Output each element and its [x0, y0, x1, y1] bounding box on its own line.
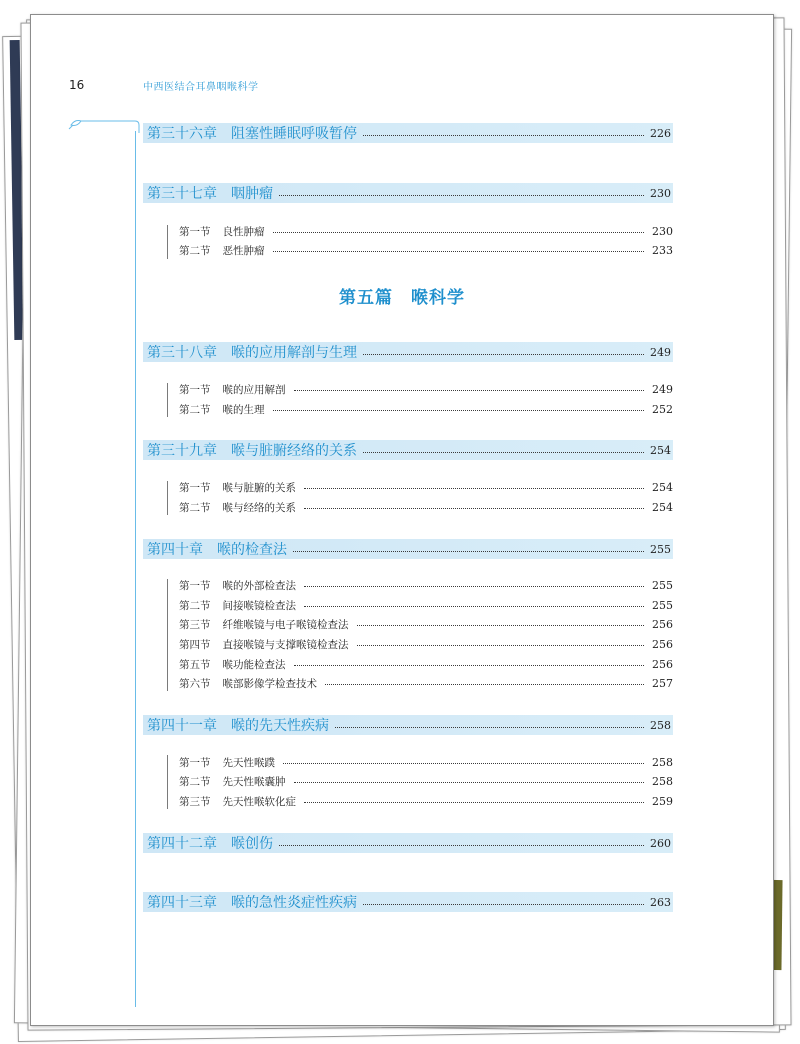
- chapter-title: 喉的检查法: [217, 542, 287, 558]
- toc-page: [30, 14, 774, 1026]
- leader-dots: [273, 251, 645, 252]
- leader-dots: [363, 135, 644, 136]
- leader-dots: [304, 802, 644, 803]
- section-title: 喉与经络的关系: [222, 501, 296, 514]
- section-title: 良性肿瘤: [222, 225, 265, 238]
- toc-section[interactable]: [179, 479, 673, 495]
- chapter-number: 第四十二章: [147, 836, 217, 852]
- toc-section[interactable]: [179, 242, 673, 258]
- chapter-title: 喉的急性炎症性疾病: [231, 895, 357, 911]
- chapter-number: 第三十九章: [147, 443, 217, 459]
- section-number: 第四节: [179, 638, 211, 651]
- section-bracket: [167, 755, 168, 809]
- section-page: 230: [652, 224, 673, 238]
- toc-chapter[interactable]: [143, 715, 673, 735]
- toc-section[interactable]: [179, 675, 673, 691]
- toc-chapter[interactable]: [143, 539, 673, 559]
- toc-chapter[interactable]: [143, 833, 673, 853]
- chapter-page: 226: [650, 126, 671, 140]
- toc-section[interactable]: [179, 577, 673, 593]
- section-page: 257: [652, 676, 673, 690]
- chapter-title: 咽肿瘤: [231, 186, 273, 202]
- toc-section[interactable]: [179, 656, 673, 672]
- chapter-page: 255: [650, 542, 671, 556]
- section-title: 喉部影像学检查技术: [222, 677, 317, 690]
- section-number: 第二节: [179, 599, 211, 612]
- margin-rule: [135, 131, 136, 1007]
- chapter-number: 第四十章: [147, 542, 203, 558]
- chapter-title: 喉创伤: [231, 836, 273, 852]
- section-page: 254: [652, 500, 673, 514]
- section-page: 249: [652, 382, 673, 396]
- page-number: 16: [69, 78, 85, 92]
- leader-dots: [294, 782, 645, 783]
- leader-dots: [273, 410, 645, 411]
- section-bracket: [167, 579, 168, 691]
- section-title: 直接喉镜与支撑喉镜检查法: [222, 638, 349, 651]
- section-page: 258: [652, 755, 673, 769]
- chapter-number: 第三十六章: [147, 126, 217, 142]
- section-title: 先天性喉蹼: [222, 756, 275, 769]
- section-title: 恶性肿瘤: [222, 244, 265, 257]
- chapter-page: 263: [650, 895, 671, 909]
- section-title: 喉的外部检查法: [222, 579, 296, 592]
- leader-dots: [293, 551, 644, 552]
- section-page: 256: [652, 637, 673, 651]
- section-page: 255: [652, 578, 673, 592]
- toc-section[interactable]: [179, 636, 673, 652]
- running-header-title: 中西医结合耳鼻咽喉科学: [143, 82, 259, 93]
- section-title: 先天性喉囊肿: [222, 775, 286, 788]
- leader-dots: [294, 665, 645, 666]
- section-title: 喉的应用解剖: [222, 383, 286, 396]
- leader-dots: [283, 763, 644, 764]
- section-title: 纤维喉镜与电子喉镜检查法: [222, 618, 349, 631]
- chapter-number: 第三十七章: [147, 186, 217, 202]
- leader-dots: [335, 727, 644, 728]
- leader-dots: [363, 452, 644, 453]
- section-number: 第二节: [179, 244, 211, 257]
- part-heading: 第五篇 喉科学: [339, 288, 465, 308]
- section-page: 258: [652, 774, 673, 788]
- chapter-title: 喉与脏腑经络的关系: [231, 443, 357, 459]
- toc-section[interactable]: [179, 499, 673, 515]
- chapter-page: 260: [650, 836, 671, 850]
- section-page: 252: [652, 402, 673, 416]
- section-number: 第五节: [179, 658, 211, 671]
- section-number: 第一节: [179, 383, 211, 396]
- leader-dots: [304, 606, 644, 607]
- chapter-page: 258: [650, 718, 671, 732]
- toc-chapter[interactable]: [143, 892, 673, 912]
- section-title: 喉与脏腑的关系: [222, 481, 296, 494]
- section-page: 256: [652, 657, 673, 671]
- toc-chapter[interactable]: [143, 342, 673, 362]
- leader-dots: [273, 232, 645, 233]
- section-number: 第一节: [179, 756, 211, 769]
- leader-dots: [304, 488, 644, 489]
- section-page: 255: [652, 598, 673, 612]
- toc-section[interactable]: [179, 223, 673, 239]
- section-page: 233: [652, 243, 673, 257]
- leader-dots: [294, 390, 645, 391]
- chapter-number: 第四十一章: [147, 718, 217, 734]
- leader-dots: [279, 195, 644, 196]
- toc-chapter[interactable]: [143, 440, 673, 460]
- toc-section[interactable]: [179, 793, 673, 809]
- chapter-number: 第四十三章: [147, 895, 217, 911]
- section-number: 第一节: [179, 225, 211, 238]
- toc-section[interactable]: [179, 773, 673, 789]
- chapter-page: 249: [650, 345, 671, 359]
- leader-dots: [357, 625, 645, 626]
- section-number: 第二节: [179, 775, 211, 788]
- leader-dots: [304, 586, 644, 587]
- chapter-number: 第三十八章: [147, 345, 217, 361]
- section-number: 第一节: [179, 579, 211, 592]
- section-title: 先天性喉软化症: [222, 795, 296, 808]
- leader-dots: [325, 684, 644, 685]
- toc-section[interactable]: [179, 401, 673, 417]
- chapter-page: 254: [650, 443, 671, 457]
- chapter-title: 阻塞性睡眠呼吸暂停: [231, 126, 357, 142]
- section-title: 喉功能检查法: [222, 658, 286, 671]
- section-number: 第六节: [179, 677, 211, 690]
- leader-dots: [304, 508, 644, 509]
- section-bracket: [167, 225, 168, 259]
- section-number: 第二节: [179, 501, 211, 514]
- section-page: 254: [652, 480, 673, 494]
- toc-section[interactable]: [179, 616, 673, 632]
- leader-dots: [363, 904, 644, 905]
- chapter-title: 喉的先天性疾病: [231, 718, 329, 734]
- chapter-page: 230: [650, 186, 671, 200]
- toc-chapter[interactable]: [143, 183, 673, 203]
- section-page: 256: [652, 617, 673, 631]
- toc-section[interactable]: [179, 381, 673, 397]
- section-title: 喉的生理: [222, 403, 265, 416]
- section-page: 259: [652, 794, 673, 808]
- section-number: 第一节: [179, 481, 211, 494]
- toc-section[interactable]: [179, 597, 673, 613]
- section-bracket: [167, 383, 168, 417]
- section-number: 第三节: [179, 795, 211, 808]
- leader-dots: [357, 645, 645, 646]
- section-number: 第三节: [179, 618, 211, 631]
- section-number: 第二节: [179, 403, 211, 416]
- section-title: 间接喉镜检查法: [222, 599, 296, 612]
- chapter-title: 喉的应用解剖与生理: [231, 345, 357, 361]
- toc-section[interactable]: [179, 754, 673, 770]
- toc-chapter[interactable]: [143, 123, 673, 143]
- leader-dots: [279, 845, 644, 846]
- leader-dots: [363, 354, 644, 355]
- section-bracket: [167, 481, 168, 515]
